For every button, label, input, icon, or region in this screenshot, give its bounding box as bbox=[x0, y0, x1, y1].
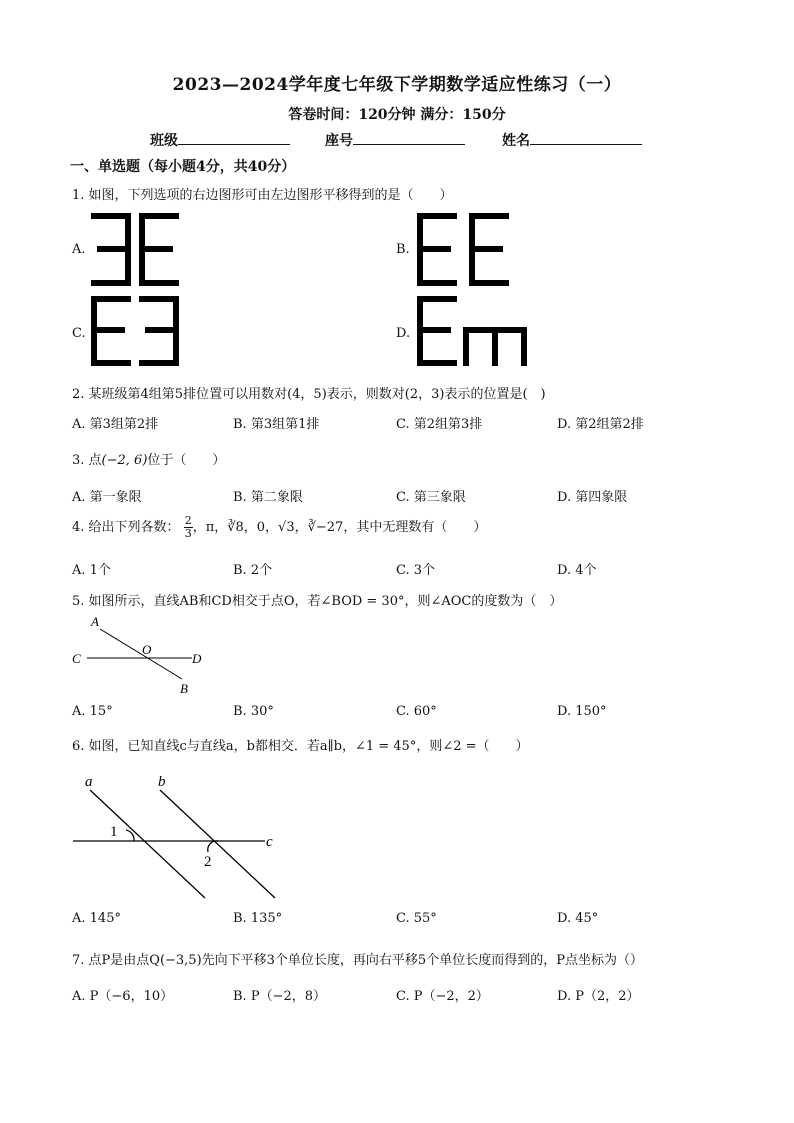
page-title: 2023—2024学年度七年级下学期数学适应性练习（一） bbox=[172, 75, 622, 95]
angle-1-arc bbox=[126, 830, 134, 841]
label-b: B bbox=[180, 681, 188, 696]
q5-option-c[interactable]: C. 60° bbox=[396, 704, 437, 719]
q4-option-a[interactable]: A. 1个 bbox=[72, 563, 111, 578]
q7-option-b[interactable]: B. P（−2，8） bbox=[233, 989, 326, 1004]
seat-label: 座号 bbox=[325, 133, 353, 149]
q7-stem: 7. 点P是由点Q(−3,5)先向下平移3个单位长度，再向右平移5个单位长度而得到的，P点坐标为（） bbox=[72, 953, 643, 968]
name-field bbox=[502, 130, 642, 150]
q7-option-d[interactable]: D. P（2，2） bbox=[557, 989, 640, 1004]
q1-label-b: B. bbox=[396, 242, 410, 257]
time-score-line: 答卷时间：120分钟 满分：150分 bbox=[288, 107, 506, 123]
q3-option-d[interactable]: D. 第四象限 bbox=[557, 490, 628, 505]
q3-option-b[interactable]: B. 第二象限 bbox=[233, 490, 303, 505]
q1-figure-c bbox=[90, 295, 185, 370]
label-b: b bbox=[158, 774, 166, 790]
q2-option-c[interactable]: C. 第2组第3排 bbox=[396, 417, 483, 432]
q2-option-b[interactable]: B. 第3组第1排 bbox=[233, 417, 320, 432]
q1-label-c: C. bbox=[72, 326, 86, 341]
q5-figure bbox=[70, 612, 220, 697]
q5-stem: 5. 如图所示，直线AB和CD相交于点O，若∠BOD = 30°，则∠AOC的度数为（ ） bbox=[72, 594, 563, 609]
e-shape bbox=[420, 299, 454, 363]
q3-suffix: 位于（ ） bbox=[147, 453, 226, 468]
q1-label-a: A. bbox=[72, 242, 86, 257]
angle-2-label: 2 bbox=[204, 854, 212, 870]
label-a: a bbox=[85, 774, 93, 790]
q4-option-d[interactable]: D. 4个 bbox=[557, 563, 597, 578]
e-shape-left bbox=[420, 216, 454, 283]
seat-blank[interactable] bbox=[353, 130, 465, 145]
reversed-e-shape bbox=[142, 299, 176, 363]
label-c: C bbox=[72, 651, 81, 666]
name-blank[interactable] bbox=[530, 130, 642, 145]
q1-figure-a bbox=[90, 212, 185, 287]
label-d: D bbox=[192, 651, 202, 666]
label-o: O bbox=[142, 642, 152, 657]
e-shape bbox=[142, 216, 176, 283]
q4-stem bbox=[72, 515, 486, 540]
q2-option-a[interactable]: A. 第3组第2排 bbox=[72, 417, 159, 432]
q1-figure-d bbox=[414, 295, 529, 370]
q2-stem: 2. 某班级第4组第5排位置可以用数对(4，5)表示，则数对(2，3)表示的位置是( ) bbox=[72, 387, 546, 402]
line-ab bbox=[100, 629, 182, 679]
q1-stem: 1. 如图，下列选项的右边图形可由左边图形平移得到的是（ ） bbox=[72, 188, 453, 203]
q4-fraction bbox=[184, 515, 193, 540]
name-label: 姓名 bbox=[502, 133, 530, 149]
q1-figure-b bbox=[414, 212, 514, 287]
line-b bbox=[160, 790, 275, 898]
q4-prefix: 4. 给出下列各数： bbox=[72, 520, 180, 535]
q5-option-d[interactable]: D. 150° bbox=[557, 704, 607, 719]
q7-option-a[interactable]: A. P（−6，10） bbox=[72, 989, 174, 1004]
q4-rest: ，π，∛8，0，√3，∛−27，其中无理数有（ ） bbox=[192, 520, 487, 535]
q6-figure bbox=[70, 768, 285, 903]
q3-option-c[interactable]: C. 第三象限 bbox=[396, 490, 466, 505]
seat-field bbox=[325, 130, 465, 150]
q1-label-d: D. bbox=[396, 326, 411, 341]
q4-option-c[interactable]: C. 3个 bbox=[396, 563, 436, 578]
q6-option-d[interactable]: D. 45° bbox=[557, 911, 599, 926]
class-blank[interactable] bbox=[178, 130, 290, 145]
q7-option-c[interactable]: C. P（−2，2） bbox=[396, 989, 489, 1004]
q6-option-a[interactable]: A. 145° bbox=[72, 911, 121, 926]
class-field bbox=[150, 130, 290, 150]
q3-option-a[interactable]: A. 第一象限 bbox=[72, 490, 142, 505]
angle-1-label: 1 bbox=[110, 824, 118, 840]
q6-option-c[interactable]: C. 55° bbox=[396, 911, 437, 926]
q6-option-b[interactable]: B. 135° bbox=[233, 911, 283, 926]
line-a bbox=[90, 790, 205, 898]
q3-prefix: 3. 点 bbox=[72, 453, 102, 468]
rotated-e-shape bbox=[466, 330, 524, 363]
q3-point: (−2, 6) bbox=[101, 453, 148, 468]
q4-frac-num: 2 bbox=[184, 514, 192, 527]
class-label: 班级 bbox=[150, 133, 178, 149]
e-shape-right bbox=[472, 216, 506, 283]
q2-option-d[interactable]: D. 第2组第2排 bbox=[557, 417, 644, 432]
section-title: 一、单选题（每小题4分，共40分） bbox=[70, 159, 296, 175]
e-shape bbox=[94, 299, 128, 363]
reversed-e-shape bbox=[94, 216, 128, 283]
q5-option-b[interactable]: B. 30° bbox=[233, 704, 274, 719]
q4-frac-den: 3 bbox=[184, 527, 192, 540]
q5-option-a[interactable]: A. 15° bbox=[72, 704, 113, 719]
label-a: A bbox=[91, 614, 99, 629]
q3-stem bbox=[72, 449, 225, 468]
q6-stem: 6. 如图，已知直线c与直线a，b都相交．若a∥b，∠1 = 45°，则∠2 =（ ） bbox=[72, 739, 529, 754]
q4-option-b[interactable]: B. 2个 bbox=[233, 563, 273, 578]
label-c: c bbox=[266, 834, 273, 850]
